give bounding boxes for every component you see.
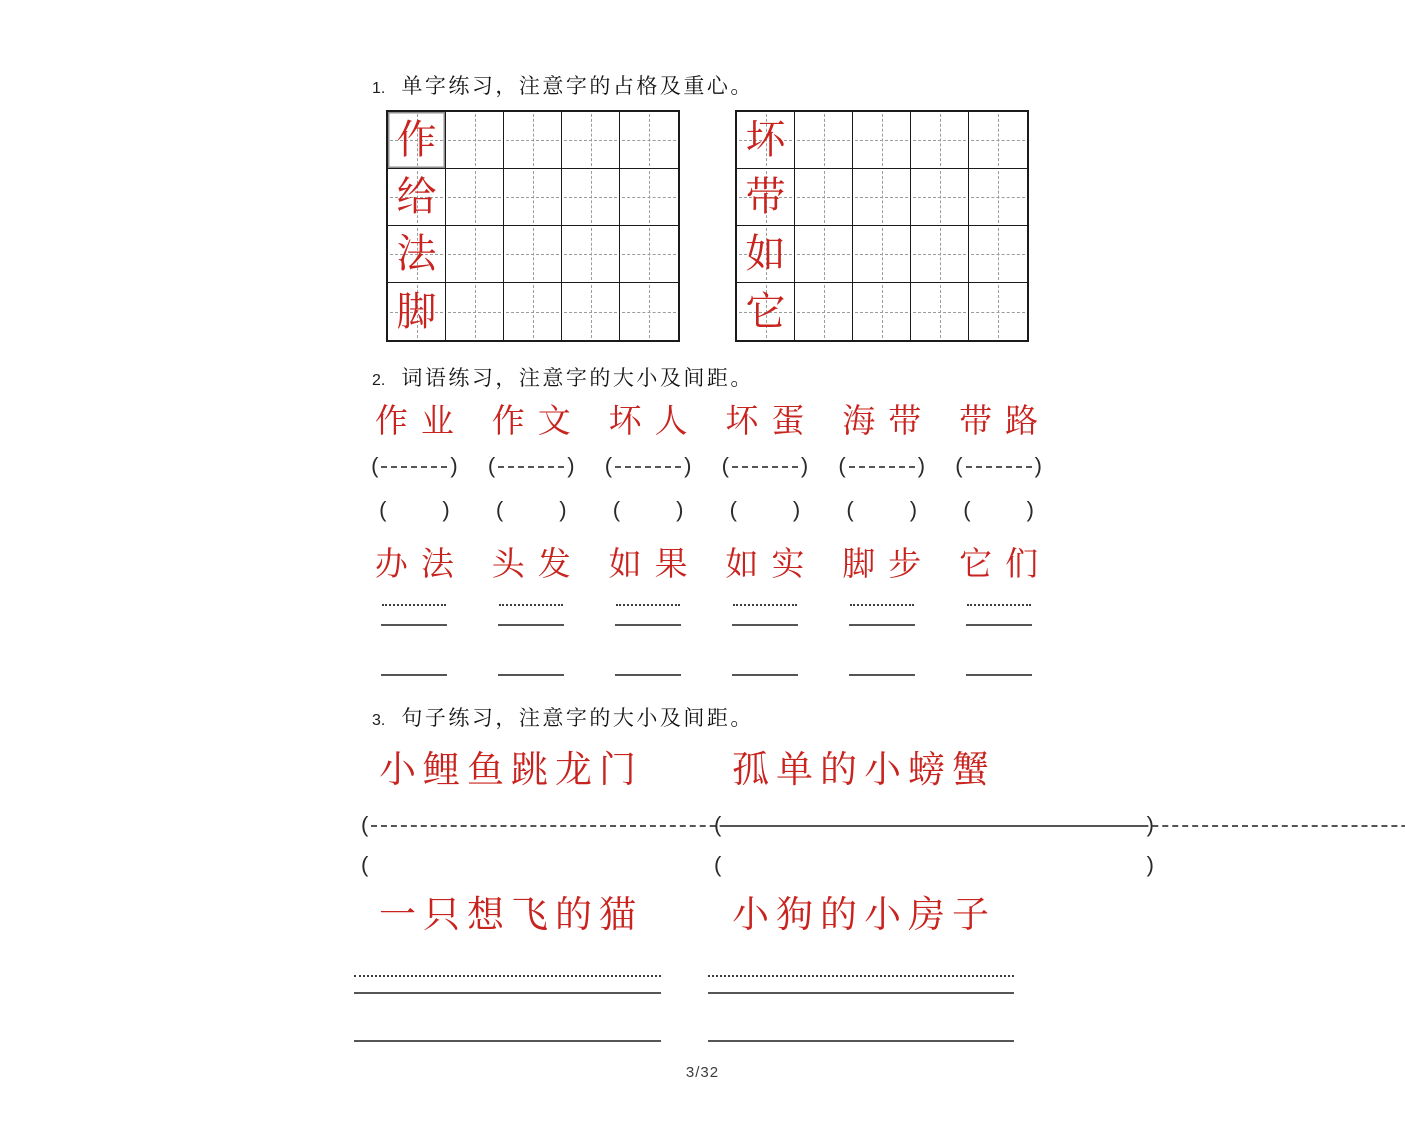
dashed-fill-line bbox=[732, 466, 798, 468]
paren-close: ) bbox=[684, 453, 692, 478]
practice-grid-right bbox=[735, 110, 1029, 342]
practice-sentence: 一只想飞的猫 bbox=[379, 894, 643, 935]
writing-line-dotted bbox=[708, 975, 1014, 977]
grid-cell bbox=[620, 283, 678, 340]
writing-line-dotted bbox=[616, 604, 680, 606]
section3-number: 3. bbox=[372, 712, 386, 729]
practice-word: 脚步 bbox=[842, 545, 935, 582]
grid-cell bbox=[911, 112, 969, 169]
worksheet-page bbox=[306, 0, 1154, 1122]
grid-cell bbox=[795, 112, 853, 169]
practice-word: 作文 bbox=[491, 402, 584, 439]
answer-parens-empty bbox=[730, 497, 801, 523]
paren-open: ( bbox=[714, 812, 722, 837]
grid-cell bbox=[737, 112, 795, 169]
paren-open: ( bbox=[846, 497, 854, 522]
answer-parens-empty bbox=[714, 852, 1405, 878]
writing-line-dotted bbox=[733, 604, 797, 606]
writing-line-solid bbox=[615, 624, 681, 626]
writing-line-dotted bbox=[850, 604, 914, 606]
practice-char: 坏 bbox=[745, 118, 786, 162]
writing-line-solid bbox=[732, 624, 798, 626]
paren-close: ) bbox=[1146, 812, 1154, 837]
writing-line-solid bbox=[966, 624, 1032, 626]
section3-title: 句子练习，注意字的大小及间距。 bbox=[401, 707, 754, 730]
grid-cell bbox=[737, 226, 795, 283]
practice-char: 脚 bbox=[396, 289, 437, 334]
grid-cell bbox=[737, 283, 795, 340]
answer-parens-dashed bbox=[605, 453, 692, 479]
pinyin-parens-dashed-row bbox=[356, 453, 1057, 479]
writing-line-solid bbox=[708, 1040, 1014, 1042]
answer-parens-empty bbox=[846, 497, 917, 523]
answer-parens-dashed bbox=[371, 453, 458, 479]
writing-line-solid bbox=[615, 674, 681, 676]
paren-close: ) bbox=[1034, 453, 1042, 478]
practice-grid-left bbox=[386, 110, 680, 342]
practice-word: 如果 bbox=[608, 545, 701, 582]
solid-line-row-1 bbox=[356, 624, 1057, 626]
practice-char: 带 bbox=[745, 175, 786, 219]
practice-word: 它们 bbox=[959, 545, 1052, 582]
grid-cell bbox=[388, 112, 446, 169]
writing-line-solid bbox=[354, 1040, 661, 1042]
writing-line-solid bbox=[498, 624, 564, 626]
paren-close: ) bbox=[1026, 497, 1034, 522]
grid-cell bbox=[562, 112, 620, 169]
paren-close: ) bbox=[909, 497, 918, 522]
practice-word: 坏蛋 bbox=[725, 402, 818, 439]
grid-cell bbox=[562, 283, 620, 340]
paren-close: ) bbox=[567, 453, 575, 478]
section1-title: 单字练习，注意字的占格及重心。 bbox=[401, 75, 754, 98]
practice-word: 作业 bbox=[374, 402, 467, 439]
writing-line-solid bbox=[381, 674, 447, 676]
grid-cell bbox=[388, 283, 446, 340]
grid-cell bbox=[446, 169, 504, 226]
writing-line-solid bbox=[849, 674, 915, 676]
grid-cell bbox=[388, 226, 446, 283]
page-number: 3/32 bbox=[685, 1064, 720, 1081]
section2-heading bbox=[372, 362, 754, 392]
paren-close: ) bbox=[442, 497, 450, 522]
grid-cell bbox=[795, 169, 853, 226]
grid-cell bbox=[562, 226, 620, 283]
paren-open: ( bbox=[487, 453, 496, 478]
grid-cell bbox=[620, 112, 678, 169]
paren-close: ) bbox=[800, 453, 809, 478]
section2-number: 2. bbox=[372, 372, 386, 389]
paren-open: ( bbox=[379, 497, 387, 522]
grid-cell bbox=[969, 169, 1027, 226]
practice-sentence: 小鲤鱼跳龙门 bbox=[379, 749, 643, 790]
answer-parens-dashed bbox=[714, 812, 1405, 838]
practice-char: 作 bbox=[396, 118, 437, 162]
grid-cell bbox=[911, 226, 969, 283]
writing-line-solid bbox=[354, 992, 661, 994]
practice-sentence: 孤单的小螃蟹 bbox=[732, 749, 996, 790]
answer-parens-dashed bbox=[838, 453, 925, 479]
writing-line-dotted bbox=[382, 604, 446, 606]
dotted-guide-row bbox=[356, 604, 1057, 606]
practice-sentence: 小狗的小房子 bbox=[732, 894, 996, 935]
section1-heading bbox=[372, 70, 754, 100]
grid-cell bbox=[737, 169, 795, 226]
grid-cell bbox=[969, 283, 1027, 340]
paren-close: ) bbox=[450, 453, 458, 478]
paren-open: ( bbox=[495, 497, 504, 522]
paren-open: ( bbox=[729, 497, 737, 522]
grid-cell bbox=[969, 112, 1027, 169]
practice-char: 如 bbox=[745, 232, 786, 276]
paren-open: ( bbox=[955, 453, 963, 478]
grid-cell bbox=[562, 169, 620, 226]
writing-line-solid bbox=[849, 624, 915, 626]
grid-cell bbox=[388, 169, 446, 226]
word-row-2 bbox=[356, 544, 1057, 584]
word-row-1 bbox=[356, 401, 1057, 441]
dashed-fill-line bbox=[498, 466, 564, 468]
grid-cell bbox=[446, 283, 504, 340]
practice-word: 坏人 bbox=[608, 402, 701, 439]
paren-close: ) bbox=[1146, 852, 1154, 877]
answer-parens-dashed bbox=[488, 453, 575, 479]
writing-line-solid bbox=[498, 674, 564, 676]
grid-cell bbox=[504, 226, 562, 283]
answer-parens-dashed bbox=[722, 453, 809, 479]
writing-line-solid bbox=[708, 992, 1014, 994]
practice-word: 带路 bbox=[959, 402, 1052, 439]
grid-cell bbox=[504, 283, 562, 340]
paren-open: ( bbox=[371, 453, 379, 478]
paren-open: ( bbox=[361, 812, 369, 837]
dashed-fill-line bbox=[849, 466, 915, 468]
paren-close: ) bbox=[792, 497, 801, 522]
practice-word: 海带 bbox=[842, 402, 935, 439]
grid-cell bbox=[969, 226, 1027, 283]
writing-line-solid bbox=[381, 624, 447, 626]
grid-cell bbox=[853, 283, 911, 340]
writing-line-solid bbox=[966, 674, 1032, 676]
paren-open: ( bbox=[963, 497, 971, 522]
grid-cell bbox=[853, 112, 911, 169]
practice-char: 法 bbox=[396, 232, 437, 276]
writing-line-dotted bbox=[354, 975, 661, 977]
section2-title: 词语练习，注意字的大小及间距。 bbox=[401, 367, 754, 390]
grid-cell bbox=[853, 226, 911, 283]
solid-line-row-2 bbox=[356, 674, 1057, 676]
writing-line-solid bbox=[732, 674, 798, 676]
grid-cell bbox=[504, 169, 562, 226]
pinyin-parens-empty-row bbox=[356, 497, 1057, 523]
practice-char: 给 bbox=[396, 175, 437, 219]
dashed-fill-line bbox=[381, 466, 447, 468]
paren-open: ( bbox=[714, 852, 722, 877]
paren-open: ( bbox=[612, 497, 621, 522]
section3-heading bbox=[372, 702, 754, 732]
paren-open: ( bbox=[838, 453, 846, 478]
answer-parens-empty bbox=[613, 497, 684, 523]
grid-cell bbox=[911, 283, 969, 340]
writing-line-dotted bbox=[499, 604, 563, 606]
grid-cell bbox=[795, 283, 853, 340]
practice-char: 它 bbox=[745, 289, 786, 334]
practice-word: 头发 bbox=[491, 545, 584, 582]
practice-word: 如实 bbox=[725, 545, 818, 582]
practice-word: 办法 bbox=[374, 545, 467, 582]
grid-cell bbox=[504, 112, 562, 169]
grid-cell bbox=[911, 169, 969, 226]
paren-open: ( bbox=[604, 453, 613, 478]
section1-number: 1. bbox=[372, 80, 386, 97]
grid-cell bbox=[446, 112, 504, 169]
grid-cell bbox=[620, 226, 678, 283]
dashed-fill-line bbox=[966, 466, 1032, 468]
writing-line-dotted bbox=[967, 604, 1031, 606]
paren-close: ) bbox=[676, 497, 684, 522]
grid-cell bbox=[446, 226, 504, 283]
practice-grids bbox=[386, 110, 1029, 342]
paren-open: ( bbox=[361, 852, 369, 877]
paren-close: ) bbox=[559, 497, 567, 522]
answer-parens-dashed bbox=[955, 453, 1042, 479]
dashed-fill-line bbox=[724, 825, 1405, 827]
answer-parens-empty bbox=[379, 497, 450, 523]
paren-open: ( bbox=[721, 453, 729, 478]
paren-close: ) bbox=[917, 453, 926, 478]
grid-cell bbox=[620, 169, 678, 226]
answer-parens-empty bbox=[496, 497, 567, 523]
dashed-fill-line bbox=[615, 466, 681, 468]
grid-cell bbox=[853, 169, 911, 226]
grid-cell bbox=[795, 226, 853, 283]
answer-parens-empty bbox=[963, 497, 1034, 523]
